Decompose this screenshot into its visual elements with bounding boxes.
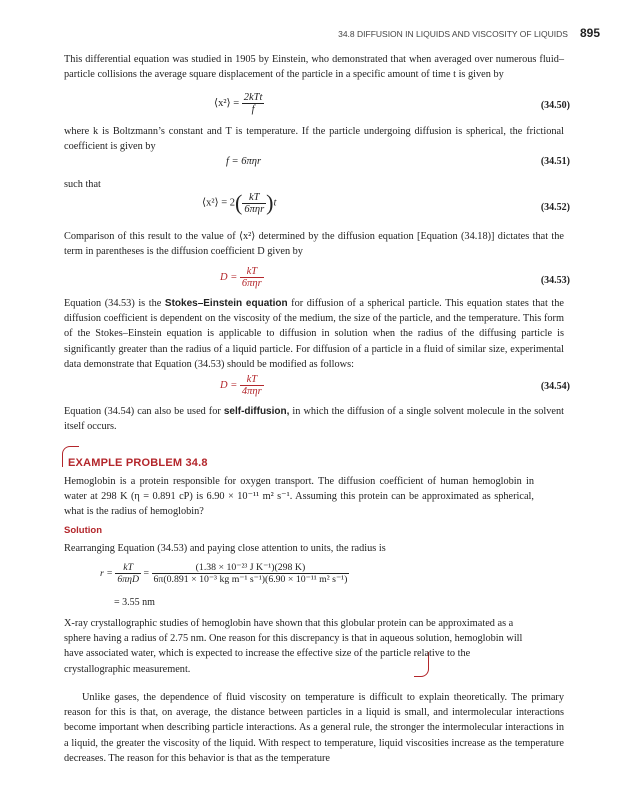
term-self-diffusion: self-diffusion,: [223, 406, 290, 417]
paragraph-viscosity-temperature: Unlike gases, the dependence of fluid viscosity on temperature is difficult to explain theoretically. The primary reason for this is that, on average, the distance between particles in a liquid is small, and intermolecular interactions become important when describing particle interactions. As a general rule, the stronger the intermolecular interactions in a liquid, the greater the viscosity of the liquid. With respect to temperature, liquid viscosities increase as the temperature decreases. The reason for this behavior is that as the temperature: [64, 692, 564, 764]
r-denominator-1: 6πηD: [117, 574, 140, 585]
eq51-label: (34.51): [540, 156, 570, 167]
running-title: 34.8 DIFFUSION IN LIQUIDS AND VISCOSITY OF LIQUIDS: [338, 29, 568, 39]
equation-34-52: ⟨x²⟩ = 2( $\frac{kT}{\text{6πηr}}$ )t: [202, 190, 277, 215]
solution-text: Rearranging Equation (34.53) and paying close attention to units, the radius is: [64, 543, 386, 554]
solution-heading: Solution: [64, 525, 102, 536]
radius-result: = 3.55 nm: [114, 597, 155, 608]
eq54-denominator: 4πηr: [241, 386, 262, 397]
equation-34-50: [214, 92, 264, 115]
paragraph-comparison: Comparison of this result to the value of ⟨x²⟩ determined by the diffusion equation [Equation (34.18)] dictates that the term in parentheses is the diffusion coefficient D given by: [64, 231, 564, 258]
eq54-numerator: kT: [246, 374, 258, 385]
r-numerator-2: (1.38 × 10⁻²³ J K⁻¹)(298 K): [195, 562, 306, 573]
eq52-tail: t: [273, 197, 277, 209]
eq50-lhs: ⟨x²⟩ =: [214, 97, 240, 109]
paragraph-self-diffusion: [64, 404, 564, 434]
equation-34-51: f = 6πηr: [226, 156, 262, 167]
eq52-denominator: 6πηr: [244, 203, 265, 215]
r-denominator-2: 6π(0.891 × 10⁻³ kg m⁻¹ s⁻¹)(6.90 × 10⁻¹¹ m² s⁻¹): [153, 574, 348, 585]
eq53-denominator: 6πηr: [241, 278, 262, 289]
paragraph-stokes-einstein: [64, 296, 564, 372]
eq52-lhs: ⟨x²⟩ = 2: [202, 197, 236, 209]
eq50-denominator: f: [242, 103, 265, 115]
eq53-numerator: kT: [246, 266, 258, 277]
example-problem-text: Hemoglobin is a protein responsible for oxygen transport. The diffusion coefficient of human hemoglobin in water at 298 K (η = 0.891 cP) is 6.90 × 10⁻¹¹ m² s⁻¹. Assuming this protein can be approximated as spherical, what is the radius of hemoglobin?: [64, 476, 534, 518]
r-numerator-1: kT: [123, 562, 134, 573]
eq53-label: (34.53): [540, 275, 570, 286]
paragraph-einstein: This differential equation was studied in 1905 by Einstein, who demonstrated that when averaged over numerous fluid–particle collisions the average square displacement of the particle in a specific amount of time t is given by: [64, 54, 564, 81]
eq52-label: (34.52): [540, 202, 570, 213]
eq50-label: (34.50): [540, 100, 570, 111]
p6-text-b: in which the diffusion of a single solvent molecule in the solvent itself occurs.: [64, 406, 564, 433]
page-number: 895: [579, 26, 600, 40]
radius-equation: [100, 562, 349, 585]
equation-34-53: [220, 266, 264, 289]
term-stokes-einstein: Stokes–Einstein equation: [164, 298, 288, 309]
example-closing-text: X-ray crystallographic studies of hemoglobin have shown that this globular protein can be approximated as a sphere having a radius of 2.75 nm. One reason for this discrepancy is that in aqueous solution, hemoglobin will have associated water, which is expected to increase the effective size of the particle relative to the crystallographic measurement.: [64, 618, 523, 675]
r-lhs: r =: [100, 567, 113, 579]
running-header: [0, 26, 600, 40]
eq50-numerator: 2kTt: [243, 92, 263, 103]
eq53-lhs: D =: [220, 271, 238, 283]
equation-34-54: [220, 374, 264, 397]
p5-text-a: Equation (34.53) is the: [64, 298, 165, 309]
eq52-numerator: kT: [249, 191, 260, 203]
p5-text-b: for diffusion of a spherical particle. This equation states that the diffusion coefficient is dependent on the viscosity of the medium, the size of the particle, and the temperature. This form of the Stokes–Einstein equation is applicable to diffusion in solution when the radius of the diffusing particle is significantly greater than the radius of a liquid particle. For diffusion of a particle in a fluid of similar size, experimental data demonstrate that Equation (34.53) should be modified as follows:: [64, 298, 564, 370]
r-equals: =: [143, 567, 150, 579]
example-title: EXAMPLE PROBLEM 34.8: [68, 457, 208, 469]
eq54-lhs: D =: [220, 379, 238, 391]
eq54-label: (34.54): [540, 381, 570, 392]
paragraph-such-that: such that: [64, 179, 101, 190]
p6-text-a: Equation (34.54) can also be used for: [64, 406, 224, 417]
paragraph-boltzmann: where k is Boltzmann’s constant and T is temperature. If the particle undergoing diffusion is spherical, the frictional coefficient is given by: [64, 126, 564, 153]
